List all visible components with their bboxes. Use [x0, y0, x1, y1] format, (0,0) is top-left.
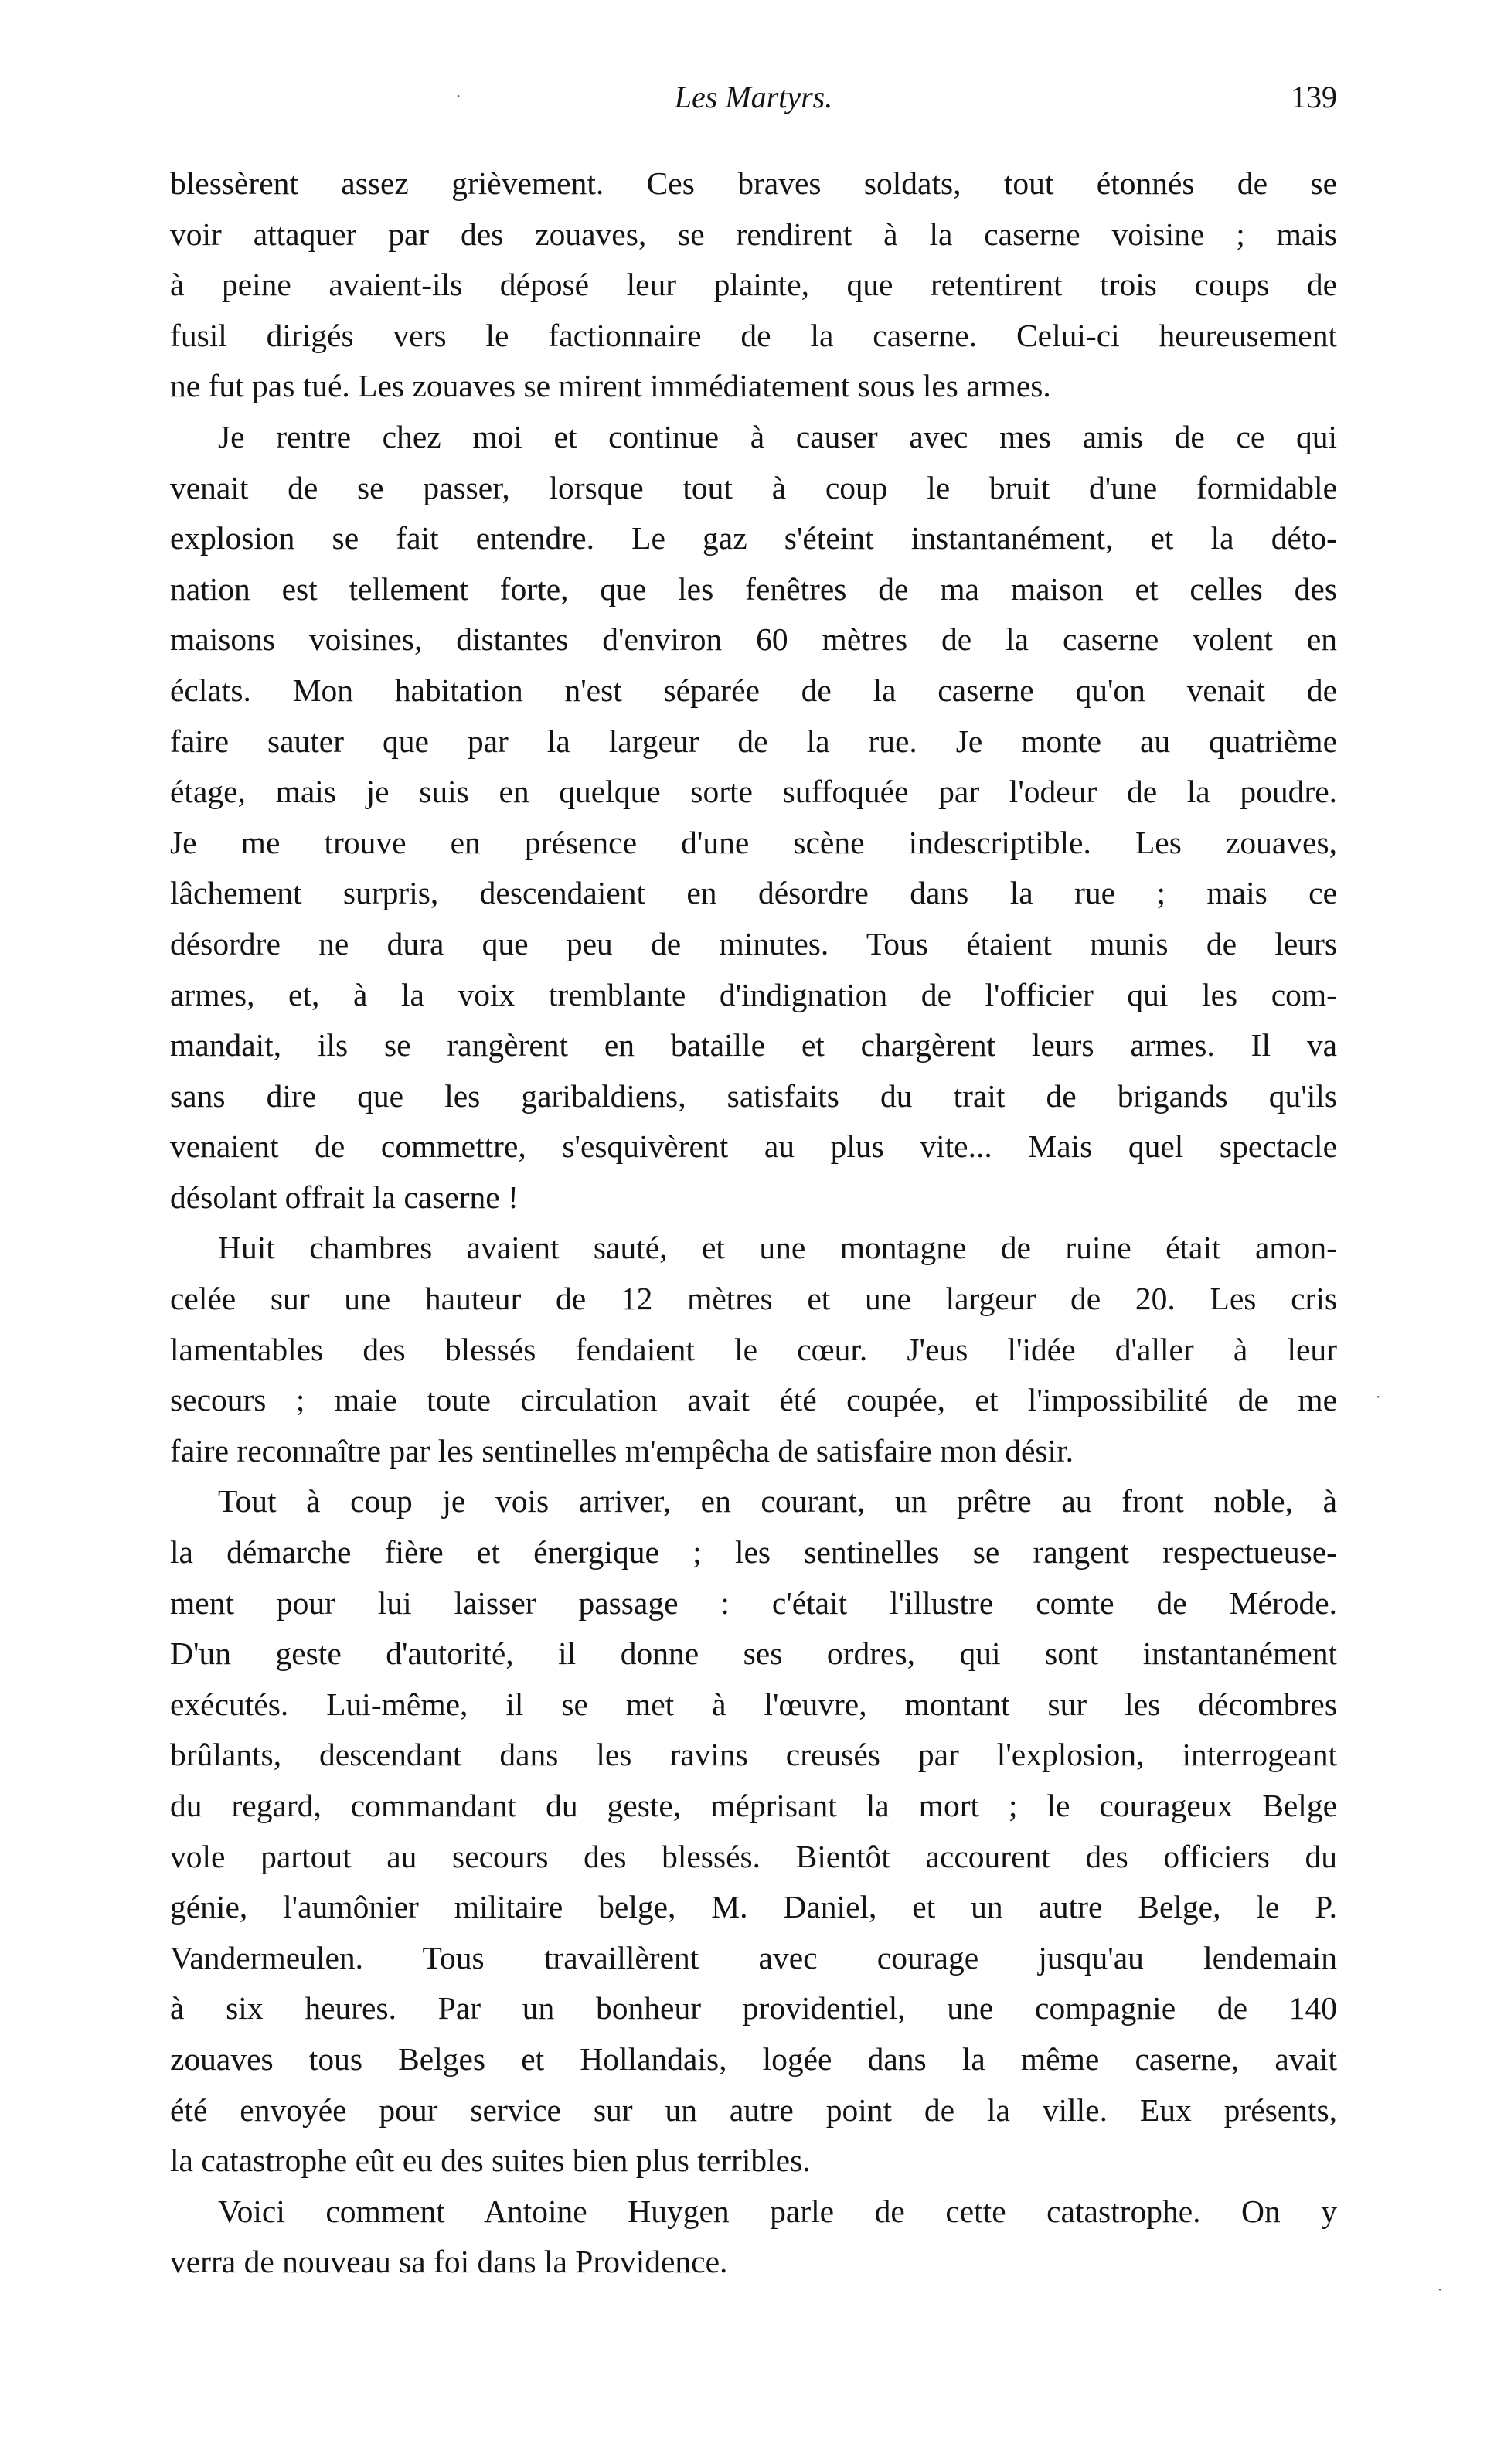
text-line: maisons voisines, distantes d'environ 60 mètres de la caserne volent en — [170, 621, 1337, 658]
text-line: faire sauter que par la largeur de la rue. Je monte au quatrième — [170, 723, 1337, 759]
text-line: éclats. Mon habitation n'est séparée de la caserne qu'on venait de — [170, 672, 1337, 708]
text-line: secours ; maie toute circulation avait été coupée, et l'impossibilité de me — [170, 1382, 1337, 1418]
text-line: ment pour lui laisser passage : c'était l'illustre comte de Mérode. — [170, 1584, 1337, 1621]
text-line: voir attaquer par des zouaves, se rendirent à la caserne voisine ; mais — [170, 216, 1337, 252]
text-line: Huit chambres avaient sauté, et une montagne de ruine était amon- — [218, 1230, 1337, 1266]
running-title: Les Martyrs. — [674, 80, 833, 114]
text-line: Vandermeulen. Tous travaillèrent avec courage jusqu'au lendemain — [170, 1939, 1337, 1976]
text-line: zouaves tous Belges et Hollandais, logée dans la même caserne, avait — [170, 2040, 1337, 2077]
text-line: explosion se fait entendre. Le gaz s'éteint instantanément, et la déto- — [170, 520, 1337, 556]
text-line: mandait, ils se rangèrent en bataille et chargèrent leurs armes. Il va — [170, 1027, 1337, 1064]
text-line: nation est tellement forte, que les fenêtres de ma maison et celles des — [170, 570, 1337, 607]
text-line: été envoyée pour service sur un autre point de la ville. Eux présents, — [170, 2091, 1337, 2128]
text-line: à six heures. Par un bonheur providentiel, une compagnie de 140 — [170, 1990, 1337, 2027]
text-line: vole partout au secours des blessés. Bientôt accourent des officiers du — [170, 1838, 1337, 1874]
text-line: lamentables des blessés fendaient le cœur. J'eus l'idée d'aller à leur — [170, 1331, 1337, 1367]
page-header — [170, 74, 1337, 121]
text-line: faire reconnaître par les sentinelles m'empêcha de satisfaire mon désir. — [170, 1432, 1074, 1469]
text-line: génie, l'aumônier militaire belge, M. Daniel, et un autre Belge, le P. — [170, 1889, 1337, 1925]
text-line: la démarche fière et énergique ; les sentinelles se rangent respectueuse- — [170, 1534, 1337, 1571]
scan-speck: · — [1376, 1387, 1381, 1406]
text-line: du regard, commandant du geste, méprisant la mort ; le courageux Belge — [170, 1788, 1337, 1823]
text-line: lâchement surpris, descendaient en désordre dans la rue ; mais ce — [170, 875, 1337, 911]
scan-speck: · — [1438, 2280, 1443, 2299]
text-line: armes, et, à la voix tremblante d'indignation de l'officier qui les com- — [170, 976, 1337, 1012]
text-line: désordre ne dura que peu de minutes. Tous étaient munis de leurs — [170, 925, 1337, 961]
text-line: désolant offrait la caserne ! — [170, 1179, 519, 1215]
text-line: celée sur une hauteur de 12 mètres et une largeur de 20. Les cris — [170, 1281, 1337, 1317]
text-line: D'un geste d'autorité, il donne ses ordres, qui sont instantanément — [170, 1635, 1337, 1672]
text-line: Je rentre chez moi et continue à causer avec mes amis de ce qui — [218, 418, 1337, 454]
text-line: Tout à coup je vois arriver, en courant, un prêtre au front noble, à — [218, 1483, 1337, 1520]
text-line: brûlants, descendant dans les ravins creusés par l'explosion, interrogeant — [170, 1737, 1337, 1773]
text-line: fusil dirigés vers le factionnaire de la caserne. Celui-ci heureusement — [170, 317, 1337, 353]
scan-speck: · — [456, 87, 461, 105]
text-line: ne fut pas tué. Les zouaves se mirent immédiatement sous les armes. — [170, 368, 1051, 404]
text-line: verra de nouveau sa foi dans la Providence. — [170, 2244, 728, 2280]
text-line: exécutés. Lui-même, il se met à l'œuvre, montant sur les décombres — [170, 1686, 1337, 1722]
paragraph — [170, 2187, 1337, 2288]
text-line: Voici comment Antoine Huygen parle de cette catastrophe. On y — [218, 2193, 1337, 2229]
text-line: la catastrophe eût eu des suites bien plus terribles. — [170, 2142, 811, 2179]
text-line: venait de se passer, lorsque tout à coup le bruit d'une formidable — [170, 469, 1337, 505]
text-line: à peine avaient-ils déposé leur plainte, que retentirent trois coups de — [170, 267, 1337, 303]
text-line: étage, mais je suis en quelque sorte suffoquée par l'odeur de la poudre. — [170, 774, 1337, 810]
text-line: blessèrent assez grièvement. Ces braves soldats, tout étonnés de se — [170, 165, 1337, 201]
paragraph — [170, 1223, 1337, 1476]
text-line: Je me trouve en présence d'une scène indescriptible. Les zouaves, — [170, 824, 1337, 860]
page-number: 139 — [1291, 80, 1337, 114]
paragraph — [170, 158, 1337, 412]
paragraph — [170, 1476, 1337, 2186]
body-text — [170, 158, 1337, 2288]
paragraph — [170, 412, 1337, 1223]
text-line: venaient de commettre, s'esquivèrent au plus vite... Mais quel spectacle — [170, 1128, 1337, 1165]
text-line: sans dire que les garibaldiens, satisfaits du trait de brigands qu'ils — [170, 1077, 1337, 1114]
